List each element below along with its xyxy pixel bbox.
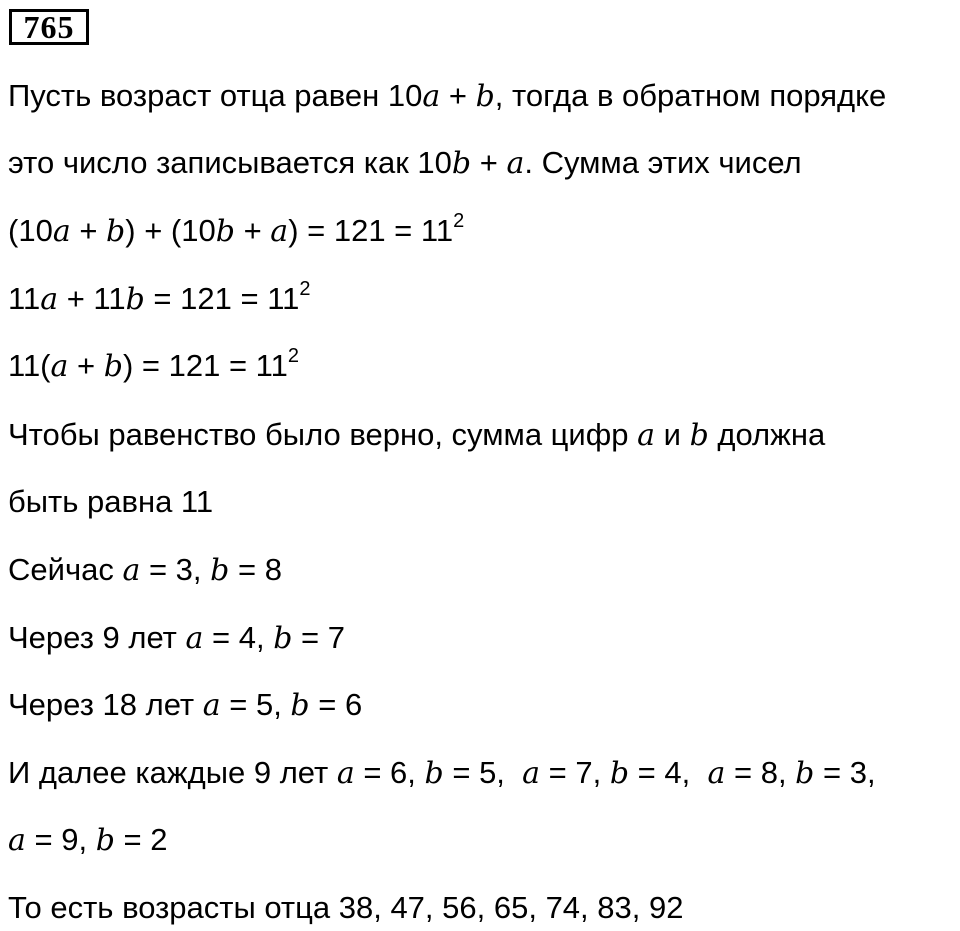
text-segment: + <box>471 145 507 180</box>
text-segment: это число записывается как 10 <box>8 145 452 180</box>
text-segment: = 5, <box>443 755 523 790</box>
equation-line-3 <box>8 346 299 387</box>
exponent: 2 <box>287 345 299 367</box>
math-var-b: b <box>424 756 444 791</box>
math-var-b: b <box>451 146 472 181</box>
text-segment: . Сумма этих чисел <box>524 145 802 180</box>
math-var-a: a <box>270 214 289 249</box>
text-segment: Через 9 лет <box>8 620 186 655</box>
text-segment: = 6 <box>309 687 363 722</box>
text-segment: ) = 121 = 11 <box>288 213 454 248</box>
text-segment: = 8, <box>725 755 796 790</box>
math-var-a: a <box>40 282 59 317</box>
math-var-b: b <box>103 349 123 384</box>
text-segment: + <box>440 78 476 113</box>
math-var-b: b <box>290 688 310 723</box>
math-var-a: a <box>185 621 204 656</box>
text-line-further <box>8 753 876 794</box>
answer-line <box>8 888 683 928</box>
text-segment: (10 <box>8 213 53 248</box>
text-segment: = 2 <box>114 822 168 857</box>
text-segment: = 4, <box>203 620 274 655</box>
text-segment: = 8 <box>229 552 282 587</box>
text-segment: + <box>70 213 107 248</box>
text-line-18-years <box>8 685 362 726</box>
exponent: 2 <box>453 210 465 232</box>
text-segment: То есть возрасты отца 38, 47, 56, 65, 74, 83, 92 <box>8 890 684 925</box>
math-var-a: a <box>336 756 355 791</box>
math-var-a: a <box>422 79 441 114</box>
exponent: 2 <box>299 278 311 300</box>
text-line-3 <box>8 415 825 456</box>
math-var-b: b <box>95 823 115 858</box>
text-segment: = 4, <box>629 755 708 790</box>
math-var-b: b <box>795 756 815 791</box>
math-var-b: b <box>609 756 630 791</box>
math-var-b: b <box>475 79 495 114</box>
text-segment: = 3, <box>814 755 876 790</box>
text-segment: и <box>655 417 690 452</box>
math-var-a: a <box>122 553 141 588</box>
text-segment: Чтобы равенство было верно, сумма цифр <box>8 417 638 452</box>
math-var-b: b <box>210 553 230 588</box>
text-segment: должна <box>708 417 826 452</box>
text-segment: 11( <box>8 348 51 383</box>
text-line-1 <box>8 76 886 117</box>
text-line-2 <box>8 143 802 184</box>
math-var-a: a <box>522 756 541 791</box>
text-segment: 11 <box>8 281 41 316</box>
text-segment: = 7 <box>292 620 345 655</box>
text-segment: И далее каждые 9 лет <box>8 755 337 790</box>
math-var-a: a <box>707 756 726 791</box>
text-segment: = 3, <box>140 552 211 587</box>
text-segment: ) = 121 = 11 <box>122 348 288 383</box>
text-segment: = 6, <box>354 755 425 790</box>
equation-line-1 <box>8 211 464 252</box>
math-var-a: a <box>52 214 71 249</box>
text-line-4 <box>8 482 213 522</box>
math-var-a: a <box>8 823 26 858</box>
text-segment: = 121 = 11 <box>144 281 300 316</box>
text-segment: ) + (10 <box>125 213 216 248</box>
math-var-b: b <box>106 214 126 249</box>
text-segment: Через 18 лет <box>8 687 203 722</box>
math-var-a: a <box>506 146 525 181</box>
math-var-a: a <box>50 349 69 384</box>
math-var-b: b <box>273 621 293 656</box>
text-line-last-pair <box>8 820 167 861</box>
math-var-b: b <box>125 282 145 317</box>
text-line-now <box>8 550 282 591</box>
text-segment: Сейчас <box>8 552 123 587</box>
math-var-b: b <box>215 214 235 249</box>
text-segment: + <box>234 213 271 248</box>
text-segment: + 11 <box>58 281 126 316</box>
math-var-a: a <box>637 418 656 453</box>
text-segment: + <box>68 348 104 383</box>
equation-line-2 <box>8 279 311 320</box>
text-segment: Пусть возраст отца равен 10 <box>8 78 423 113</box>
text-segment: = 9, <box>25 822 96 857</box>
text-segment: = 7, <box>540 755 610 790</box>
math-var-b: b <box>689 418 709 453</box>
text-segment: = 5, <box>220 687 291 722</box>
text-line-9-years <box>8 618 345 659</box>
math-var-a: a <box>202 688 221 723</box>
text-segment: , тогда в обратном порядке <box>494 78 887 113</box>
problem-number: 765 <box>9 9 89 45</box>
text-segment: быть равна 11 <box>8 484 214 519</box>
